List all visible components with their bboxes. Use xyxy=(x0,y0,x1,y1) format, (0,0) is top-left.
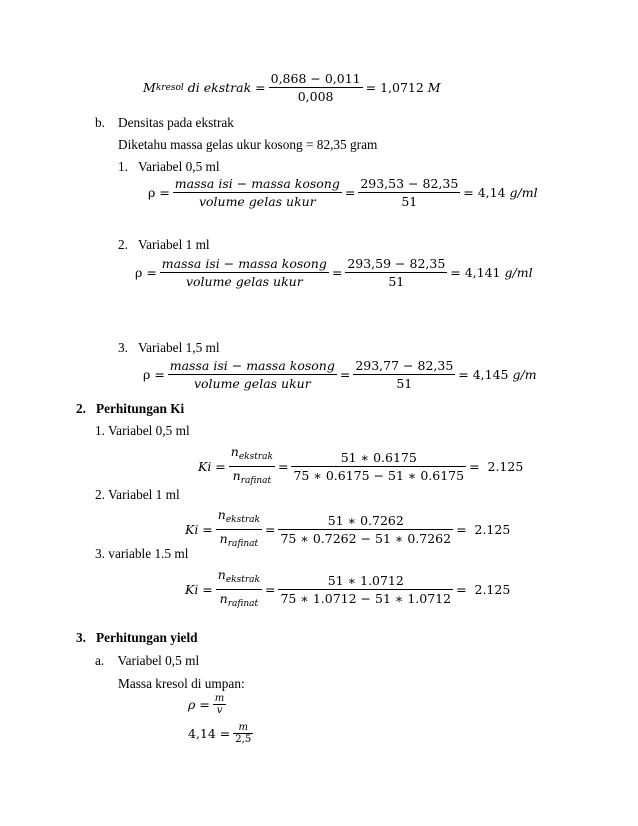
yield-eq2 xyxy=(188,722,256,745)
yield-eq1-fraction xyxy=(213,693,226,716)
density-2-fraction xyxy=(345,255,447,290)
equals-sign: = xyxy=(278,459,289,474)
rho-symbol: ρ = xyxy=(135,265,157,280)
equals-sign: = xyxy=(344,185,356,200)
ki-1-denominator: 75 ∗ 0.6175 − 51 ∗ 0.6175 xyxy=(293,468,465,483)
density-1-fraction xyxy=(358,175,460,210)
density-formula-numerator: massa isi − massa kosong xyxy=(174,176,340,191)
density-3-denominator: 51 xyxy=(396,376,413,391)
density-1-unit: g/ml xyxy=(509,185,538,200)
density-3-unit: g/m xyxy=(512,367,537,382)
density-3-result: = 4,145 xyxy=(458,367,513,382)
density-1-numerator: 293,53 − 82,35 xyxy=(360,176,459,191)
density-3-label xyxy=(118,340,220,356)
equals-sign: = xyxy=(339,367,351,382)
section-b-marker: b. xyxy=(95,115,105,130)
ki-symbol: Ki = xyxy=(185,582,213,597)
density-formula-fraction xyxy=(160,255,329,290)
density-3-equation xyxy=(143,357,537,392)
ki-2-numerator: 51 ∗ 0.7262 xyxy=(278,512,453,530)
density-formula-numerator: massa isi − massa kosong xyxy=(169,358,335,373)
ki-3-result: = 2.125 xyxy=(456,582,511,597)
ki-symbol: Ki = xyxy=(198,459,226,474)
mkresol-numerator: 0,868 − 0,011 xyxy=(270,71,361,86)
rho-symbol: ρ = xyxy=(148,185,170,200)
density-2-denominator: 51 xyxy=(388,274,405,289)
section-2-title: Perhitungan Ki xyxy=(95,401,185,416)
section-b-title: Densitas pada ekstrak xyxy=(118,115,234,130)
density-1-equation xyxy=(148,175,538,210)
ki-ratio-fraction xyxy=(229,443,275,490)
yield-eq1-lhs: ρ = xyxy=(188,697,210,712)
ki-3-denominator: 75 ∗ 1.0712 − 51 ∗ 1.0712 xyxy=(280,591,452,606)
ki-1-fraction xyxy=(291,449,466,484)
mkresol-result: = 1,0712 xyxy=(365,80,428,95)
yield-eq2-lhs: 4,14 = xyxy=(188,726,231,741)
ki-2-label: 2. Variabel 1 ml xyxy=(95,487,180,502)
section-b-known: Diketahu massa gelas ukur kosong = 82,35 gram xyxy=(118,137,378,152)
equals-sign: = xyxy=(331,265,343,280)
equals-sign: = xyxy=(265,582,276,597)
mkresol-equation xyxy=(143,70,441,105)
yield-eq1 xyxy=(188,693,229,716)
ki-2-fraction xyxy=(278,512,453,547)
density-1-result: = 4,14 xyxy=(463,185,510,200)
density-formula-denominator: volume gelas ukur xyxy=(193,376,311,391)
yield-eq2-fraction xyxy=(233,722,253,745)
yield-a-title: Variabel 0,5 ml xyxy=(117,653,200,668)
section-3-heading xyxy=(76,630,198,646)
density-formula-numerator: massa isi − massa kosong xyxy=(161,256,327,271)
yield-eq1-denominator: v xyxy=(216,705,223,716)
ki-3-equation xyxy=(185,566,510,613)
rho-symbol: ρ = xyxy=(143,367,165,382)
ki-ratio-numerator: $n_{ekstrak}$ xyxy=(229,443,275,467)
ki-ratio-fraction xyxy=(216,566,262,613)
ki-symbol: Ki = xyxy=(185,522,213,537)
density-1-label xyxy=(118,159,220,175)
mkresol-subscript: kresol xyxy=(155,82,184,93)
mkresol-denominator: 0,008 xyxy=(297,89,334,104)
ki-3-fraction xyxy=(278,572,453,607)
ki-2-result: = 2.125 xyxy=(456,522,511,537)
ki-3-numerator: 51 ∗ 1.0712 xyxy=(278,572,453,590)
ki-2-equation xyxy=(185,506,510,553)
section-2-heading xyxy=(76,401,184,417)
ki-ratio-denominator: $n_{rafinat}$ xyxy=(219,531,259,549)
ki-2-denominator: 75 ∗ 0.7262 − 51 ∗ 0.7262 xyxy=(280,531,452,546)
ki-ratio-numerator: $n_{ekstrak}$ xyxy=(216,506,262,530)
ki-1-result: = 2.125 xyxy=(469,459,524,474)
density-1-title: Variabel 0,5 ml xyxy=(137,159,220,174)
mkresol-unit: M xyxy=(427,80,441,95)
section-3-marker: 3. xyxy=(76,630,86,645)
mkresol-rest: di ekstrak = xyxy=(183,80,266,95)
yield-text: Massa kresol di umpan: xyxy=(118,676,245,691)
section-2-marker: 2. xyxy=(76,401,86,416)
density-3-title: Variabel 1,5 ml xyxy=(137,340,220,355)
yield-a-marker: a. xyxy=(95,653,105,668)
density-2-title: Variabel 1 ml xyxy=(137,237,210,252)
yield-a-label xyxy=(95,653,199,669)
section-3-title: Perhitungan yield xyxy=(95,630,198,645)
ki-ratio-numerator: $n_{ekstrak}$ xyxy=(216,566,262,590)
density-formula-denominator: volume gelas ukur xyxy=(185,274,303,289)
ki-ratio-fraction xyxy=(216,506,262,553)
mkresol-fraction xyxy=(269,70,363,105)
density-2-unit: g/ml xyxy=(504,265,533,280)
density-3-marker: 3. xyxy=(118,340,128,355)
mkresol-symbol: M xyxy=(143,80,156,95)
density-2-numerator: 293,59 − 82,35 xyxy=(347,256,446,271)
density-formula-fraction xyxy=(168,357,337,392)
density-2-equation xyxy=(135,255,533,290)
yield-eq2-numerator: m xyxy=(233,722,253,734)
ki-3-label: 3. variable 1.5 ml xyxy=(95,546,189,561)
density-2-result: = 4,141 xyxy=(450,265,505,280)
ki-1-numerator: 51 ∗ 0.6175 xyxy=(291,449,466,467)
ki-1-label: 1. Variabel 0,5 ml xyxy=(95,423,190,438)
ki-ratio-denominator: $n_{rafinat}$ xyxy=(232,468,272,486)
yield-eq2-denominator: 2,5 xyxy=(235,734,252,745)
ki-ratio-denominator: $n_{rafinat}$ xyxy=(219,591,259,609)
equals-sign: = xyxy=(265,522,276,537)
density-3-fraction xyxy=(353,357,455,392)
density-formula-fraction xyxy=(173,175,342,210)
density-2-marker: 2. xyxy=(118,237,128,252)
density-1-denominator: 51 xyxy=(401,194,418,209)
density-3-numerator: 293,77 − 82,35 xyxy=(355,358,454,373)
density-formula-denominator: volume gelas ukur xyxy=(198,194,316,209)
ki-1-equation xyxy=(198,443,523,490)
density-1-marker: 1. xyxy=(118,159,128,174)
yield-eq1-numerator: m xyxy=(214,693,225,704)
density-2-label xyxy=(118,237,210,253)
